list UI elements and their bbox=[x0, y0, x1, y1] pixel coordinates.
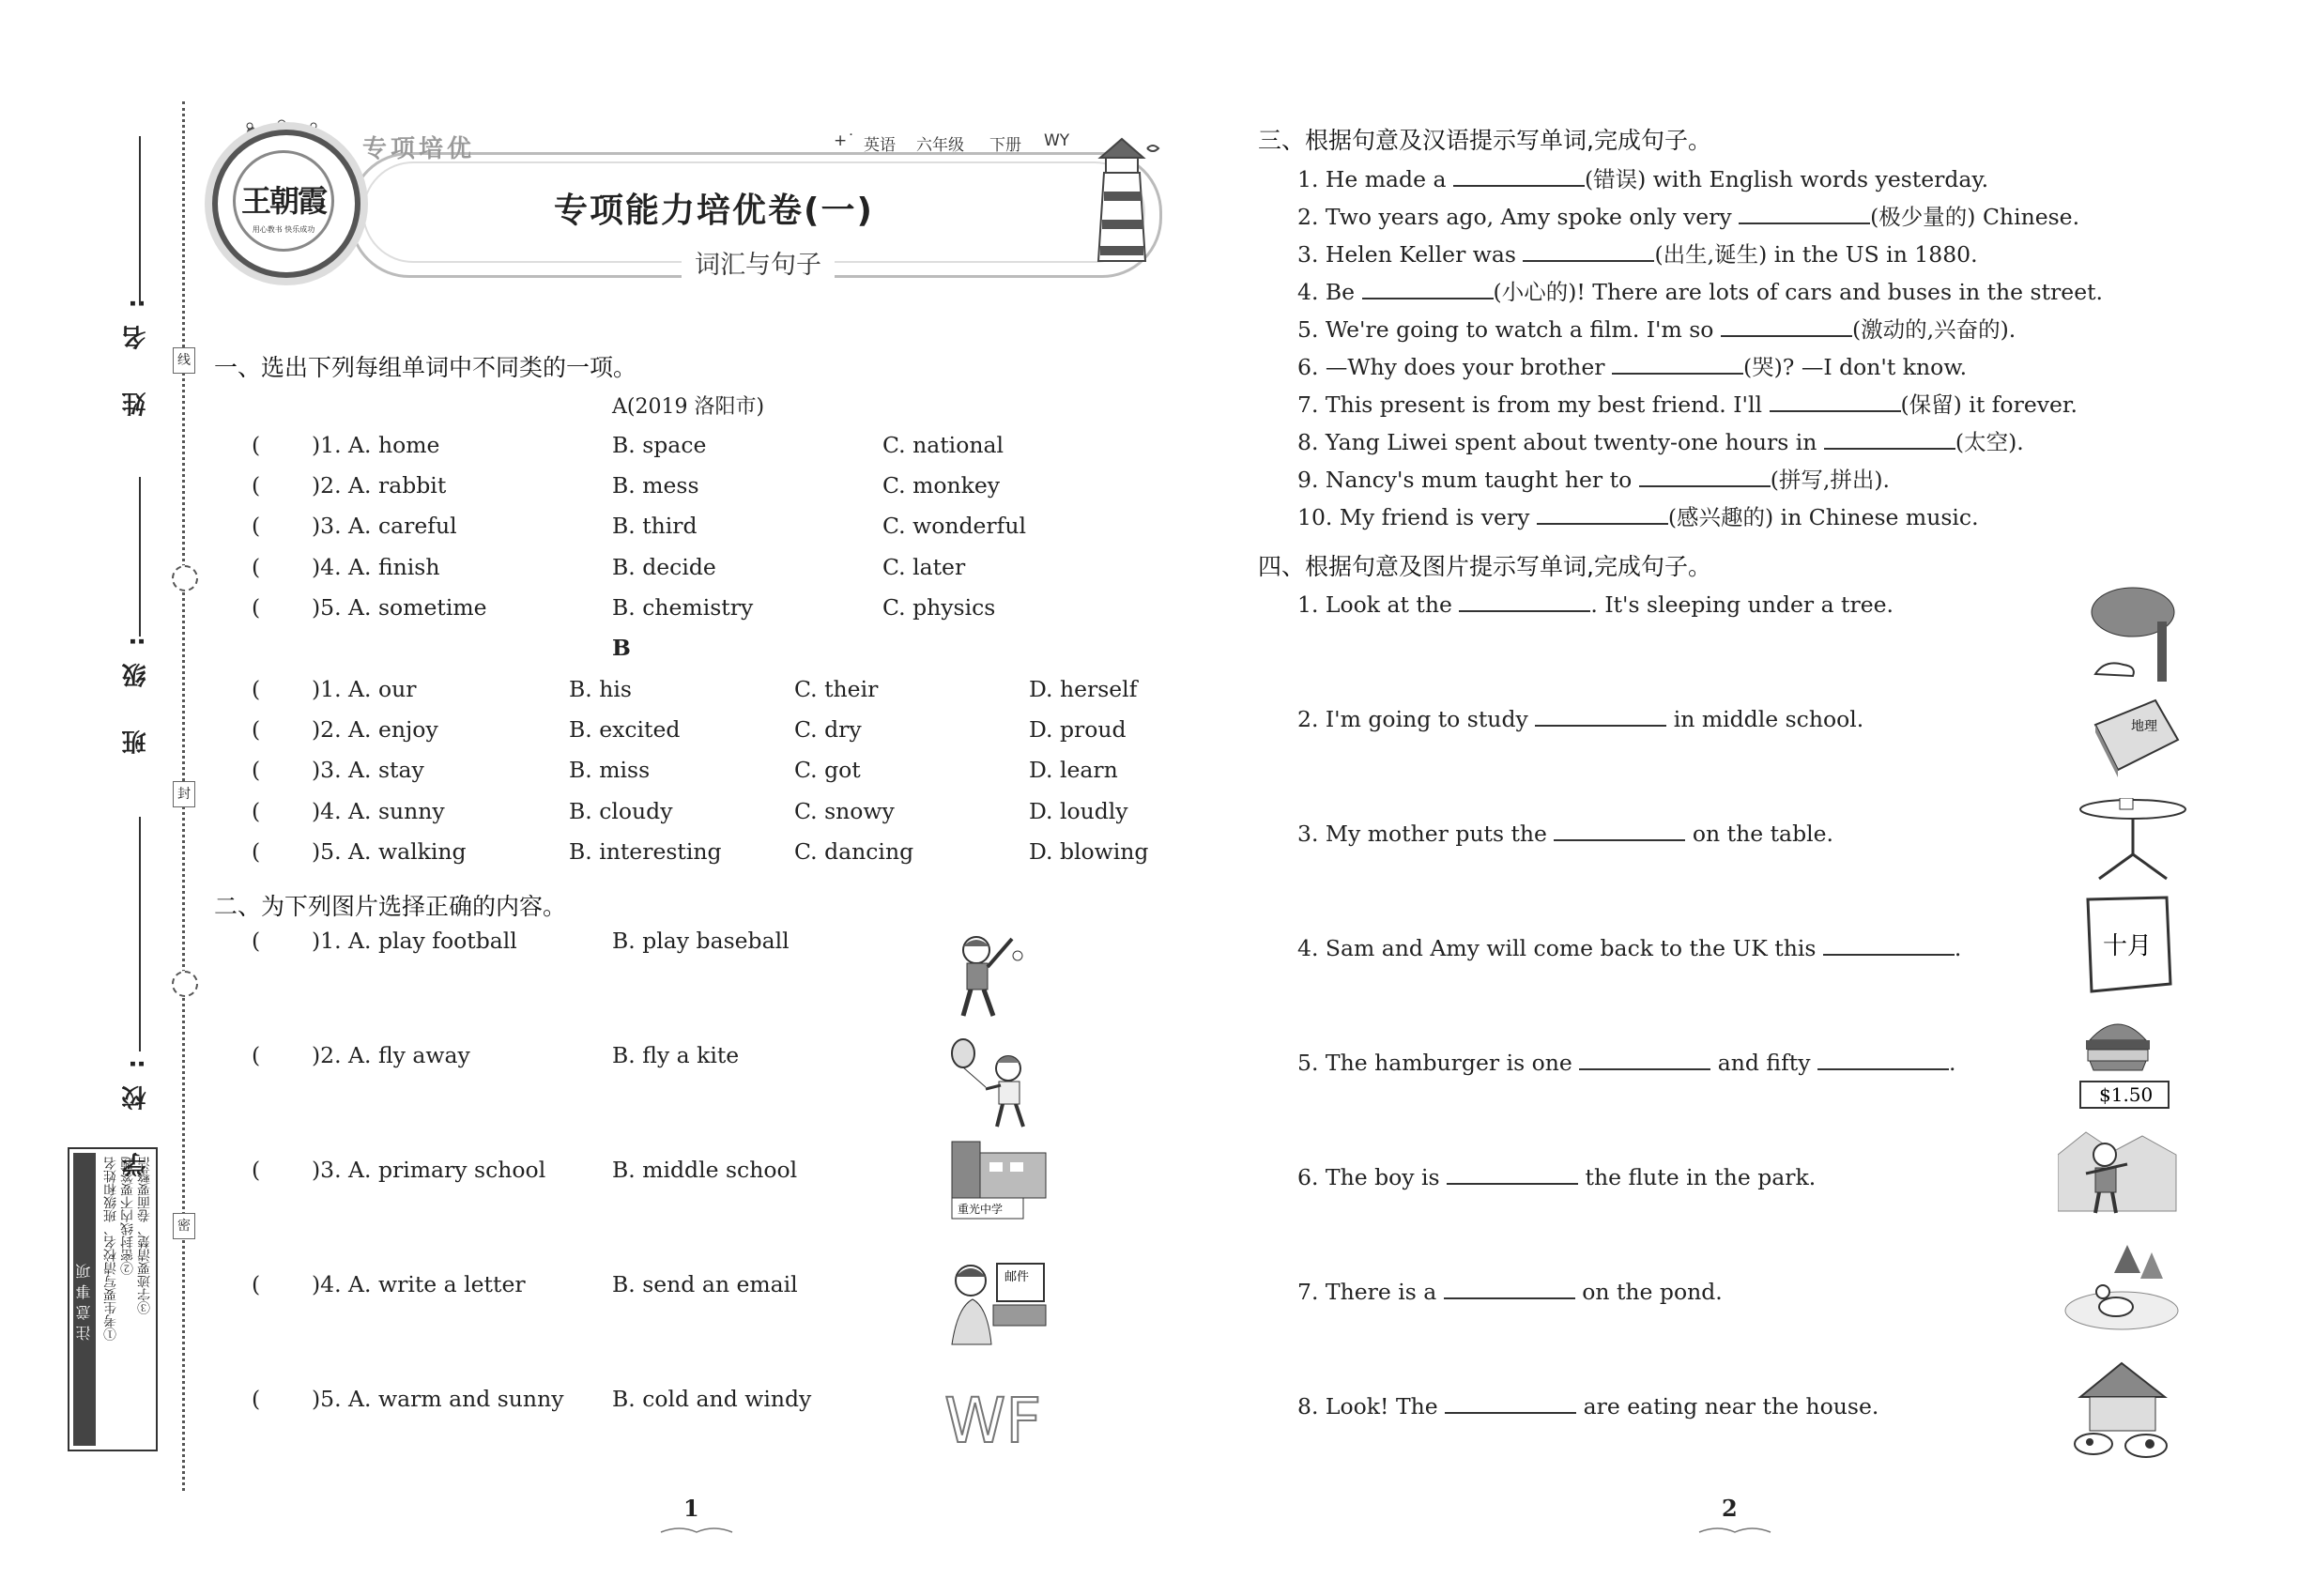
option-b: B. decide bbox=[612, 554, 716, 580]
lighthouse-icon bbox=[1080, 130, 1164, 270]
school-sign: 重光中学 bbox=[958, 1203, 1004, 1216]
list-item bbox=[1297, 462, 1890, 494]
answer-paren[interactable]: ( bbox=[252, 1157, 261, 1183]
option-c: C. dry bbox=[794, 716, 862, 743]
sentence-end: on the pond. bbox=[1574, 1279, 1723, 1305]
option-b: B. mess bbox=[612, 472, 699, 499]
answer-paren[interactable]: ( bbox=[252, 1042, 261, 1068]
plus-icon: +˙ bbox=[834, 131, 855, 150]
header-subject: 英语 bbox=[864, 136, 896, 155]
answer-blank[interactable] bbox=[1445, 1391, 1576, 1414]
sentence-start: 3. Helen Keller was bbox=[1297, 241, 1524, 268]
name-line bbox=[139, 136, 141, 305]
sentence-start: 4. Be bbox=[1297, 279, 1362, 305]
sentence-start: 8. Look! The bbox=[1297, 1393, 1446, 1420]
sentence-end: (错误) with English words yesterday. bbox=[1584, 166, 1989, 192]
sentence-start: 1. Look at the bbox=[1297, 591, 1460, 618]
header-term: 下册 bbox=[989, 136, 1021, 155]
option-d: D. herself bbox=[1029, 676, 1138, 702]
answer-blank[interactable] bbox=[1447, 1162, 1578, 1185]
section1-partA-label: A(2019 洛阳市) bbox=[612, 395, 765, 419]
list-item bbox=[1297, 349, 1967, 381]
sentence-end: (极少量的) Chinese. bbox=[1870, 204, 2080, 230]
sentence-start: 6. The boy is bbox=[1297, 1164, 1448, 1190]
notes-item: ①考生要写清校名、班级和姓名 bbox=[103, 1157, 118, 1341]
answer-paren[interactable]: ( bbox=[252, 1386, 261, 1412]
boy-with-balloon-icon bbox=[943, 1036, 1046, 1130]
sentence-start: 2. Two years ago, Amy spoke only very bbox=[1297, 204, 1740, 230]
option-c: C. got bbox=[794, 757, 861, 783]
header-grade: 六年级 bbox=[916, 136, 964, 155]
option-a: )2. A. fly away bbox=[312, 1042, 470, 1068]
option-a: )3. A. primary school bbox=[312, 1157, 546, 1183]
list-item bbox=[1297, 199, 2079, 231]
answer-blank[interactable] bbox=[1535, 704, 1666, 727]
baseball-player-icon bbox=[939, 929, 1033, 1023]
sentence-start: 10. My friend is very bbox=[1297, 504, 1537, 530]
book-title: 地理 bbox=[2131, 719, 2157, 734]
option-d: D. loudly bbox=[1029, 798, 1128, 824]
sentence-end: are eating near the house. bbox=[1576, 1393, 1879, 1420]
option-b: B. send an email bbox=[612, 1271, 798, 1297]
answer-blank[interactable] bbox=[1823, 933, 1955, 956]
binding-hole-icon bbox=[172, 971, 198, 997]
answer-blank[interactable] bbox=[1817, 1048, 1949, 1070]
email-computer-icon bbox=[944, 1254, 1048, 1348]
sentence-middle: and fifty bbox=[1710, 1050, 1817, 1076]
list-item bbox=[1297, 819, 1833, 847]
option-b: B. interesting bbox=[569, 838, 722, 865]
answer-paren[interactable]: ( bbox=[252, 472, 261, 499]
sentence-end: (保留) it forever. bbox=[1900, 391, 2078, 418]
answer-blank[interactable] bbox=[1362, 277, 1494, 299]
option-a: )5. A. walking bbox=[312, 838, 467, 865]
table-icon bbox=[2077, 798, 2189, 882]
option-a: )4. A. sunny bbox=[312, 798, 445, 824]
name-label: 姓 名: bbox=[122, 282, 150, 417]
answer-paren[interactable]: ( bbox=[252, 757, 261, 783]
list-item bbox=[1297, 933, 1961, 961]
list-item bbox=[1297, 499, 1979, 531]
answer-paren[interactable]: ( bbox=[252, 676, 261, 702]
list-item bbox=[1297, 387, 2078, 419]
notes-box bbox=[68, 1147, 158, 1451]
email-sign: 邮件 bbox=[1004, 1270, 1030, 1284]
sentence-start: 7. There is a bbox=[1297, 1279, 1444, 1305]
sentence-start: 1. He made a bbox=[1297, 166, 1453, 192]
list-item bbox=[1297, 590, 1894, 618]
answer-blank[interactable] bbox=[1459, 590, 1590, 612]
option-b: B. miss bbox=[569, 757, 651, 783]
answer-blank[interactable] bbox=[1770, 390, 1901, 412]
sentence-end: (太空). bbox=[1955, 429, 2024, 455]
seal-char-seal: 封 bbox=[173, 781, 195, 807]
option-c: C. wonderful bbox=[882, 513, 1027, 539]
answer-paren[interactable]: ( bbox=[252, 1271, 261, 1297]
answer-paren[interactable]: ( bbox=[252, 554, 261, 580]
option-b: B. fly a kite bbox=[612, 1042, 740, 1068]
list-item bbox=[1297, 161, 1988, 193]
answer-blank[interactable] bbox=[1721, 315, 1852, 337]
ornament-icon bbox=[659, 1523, 734, 1534]
school-label: 学 校: bbox=[122, 1042, 150, 1177]
sentence-end: the flute in the park. bbox=[1578, 1164, 1817, 1190]
option-a: )5. A. sometime bbox=[312, 594, 487, 621]
option-a: )1. A. home bbox=[312, 432, 440, 458]
answer-paren[interactable]: ( bbox=[252, 513, 261, 539]
answer-blank[interactable] bbox=[1554, 819, 1685, 841]
option-b: B. cold and windy bbox=[612, 1386, 812, 1412]
page-number-left: 1 bbox=[683, 1495, 699, 1522]
option-d: D. blowing bbox=[1029, 838, 1149, 865]
calendar-month: 十月 bbox=[2103, 932, 2153, 960]
class-label: 班 级: bbox=[122, 620, 150, 755]
option-b: B. third bbox=[612, 513, 698, 539]
geography-book-icon bbox=[2090, 697, 2184, 781]
section1-heading: 一、选出下列每组单词中不同类的一项。 bbox=[214, 354, 637, 381]
answer-blank[interactable] bbox=[1537, 502, 1668, 525]
option-c: C. snowy bbox=[794, 798, 895, 824]
list-item bbox=[1297, 704, 1863, 732]
header-tag: 专项培优 bbox=[362, 135, 476, 163]
header-edition: WY bbox=[1044, 131, 1070, 150]
answer-paren[interactable]: ( bbox=[252, 594, 261, 621]
answer-blank[interactable] bbox=[1739, 202, 1870, 224]
page-number-right: 2 bbox=[1722, 1495, 1738, 1522]
seal-char-secret: 密 bbox=[173, 1213, 195, 1239]
notes-title: 注意事项 bbox=[73, 1153, 96, 1446]
option-c: C. later bbox=[882, 554, 966, 580]
answer-blank[interactable] bbox=[1444, 1277, 1575, 1299]
sentence-end: (小心的)! There are lots of cars and buses in the street. bbox=[1493, 279, 2104, 305]
answer-blank[interactable] bbox=[1453, 164, 1585, 187]
option-b: B. his bbox=[569, 676, 632, 702]
option-c: C. national bbox=[882, 432, 1004, 458]
list-item bbox=[1297, 1391, 1878, 1420]
option-b: B. play baseball bbox=[612, 928, 790, 954]
sentence-end: (拼写,拼出). bbox=[1770, 467, 1890, 493]
list-item bbox=[1297, 1162, 1816, 1190]
section1-partB-label: B bbox=[612, 635, 631, 661]
sentence-end: . bbox=[1948, 1050, 1956, 1076]
sentence-end: (感兴趣的) in Chinese music. bbox=[1667, 504, 1979, 530]
answer-paren[interactable]: ( bbox=[252, 432, 261, 458]
option-a: )3. A. careful bbox=[312, 513, 457, 539]
answer-paren[interactable]: ( bbox=[252, 838, 261, 865]
hamburger-price: $1.50 bbox=[2099, 1083, 2154, 1106]
section2-heading: 二、为下列图片选择正确的内容。 bbox=[214, 893, 567, 920]
answer-blank[interactable] bbox=[1523, 239, 1654, 262]
option-b: B. space bbox=[612, 432, 707, 458]
option-a: )3. A. stay bbox=[312, 757, 424, 783]
list-item bbox=[1297, 1277, 1723, 1305]
sentence-start: 7. This present is from my best friend. I'll bbox=[1297, 391, 1770, 418]
sentence-end: in middle school. bbox=[1666, 706, 1864, 732]
option-d: D. learn bbox=[1029, 757, 1118, 783]
notes-item: ③字迹要清楚、卷面要整洁 bbox=[137, 1157, 152, 1314]
answer-paren[interactable]: ( bbox=[252, 928, 261, 954]
option-b: B. cloudy bbox=[569, 798, 673, 824]
sentence-end: . It's sleeping under a tree. bbox=[1590, 591, 1894, 618]
answer-blank[interactable] bbox=[1639, 465, 1771, 487]
notes-item: ②密封线内不要答题 bbox=[120, 1157, 135, 1275]
sentence-start: 4. Sam and Amy will come back to the UK this bbox=[1297, 935, 1823, 961]
list-item bbox=[1297, 274, 2103, 306]
option-b: B. chemistry bbox=[612, 594, 754, 621]
sentence-start: 3. My mother puts the bbox=[1297, 821, 1555, 847]
brand-logo bbox=[212, 130, 360, 278]
answer-blank[interactable] bbox=[1824, 427, 1955, 450]
sentence-start: 8. Yang Liwei spent about twenty-one hours in bbox=[1297, 429, 1824, 455]
brand-slogan: 用心教书 快乐成功 bbox=[252, 225, 315, 234]
ornament-icon bbox=[1697, 1523, 1772, 1534]
weather-letters-icon bbox=[941, 1380, 1072, 1465]
list-item bbox=[1297, 1048, 1955, 1076]
sentence-start: 2. I'm going to study bbox=[1297, 706, 1536, 732]
duck-on-pond-icon bbox=[2062, 1245, 2184, 1335]
option-b: B. middle school bbox=[612, 1157, 798, 1183]
list-item bbox=[1297, 237, 1978, 269]
sentence-start: 5. We're going to watch a film. I'm so bbox=[1297, 316, 1721, 343]
option-a: )1. A. our bbox=[312, 676, 417, 702]
option-a: )2. A. enjoy bbox=[312, 716, 438, 743]
list-item bbox=[1297, 424, 2024, 456]
house-and-cows-icon bbox=[2062, 1356, 2184, 1465]
option-a: )5. A. warm and sunny bbox=[312, 1386, 564, 1412]
school-line bbox=[139, 817, 141, 1051]
option-c: C. physics bbox=[882, 594, 996, 621]
calendar-icon bbox=[2082, 894, 2176, 997]
option-a: )1. A. play football bbox=[312, 928, 517, 954]
sentence-start: 6. —Why does your brother bbox=[1297, 354, 1612, 380]
answer-paren[interactable]: ( bbox=[252, 798, 261, 824]
binding-hole-icon bbox=[172, 565, 198, 591]
sentence-end: (哭)? —I don't know. bbox=[1742, 354, 1968, 380]
option-a: )4. A. finish bbox=[312, 554, 440, 580]
sentence-end: (激动的,兴奋的). bbox=[1851, 316, 2016, 343]
hamburger-price-icon bbox=[2071, 1008, 2174, 1112]
option-a: )4. A. write a letter bbox=[312, 1271, 526, 1297]
answer-blank[interactable] bbox=[1612, 352, 1743, 375]
school-building-icon bbox=[948, 1138, 1051, 1222]
option-c: C. dancing bbox=[794, 838, 914, 865]
section3-heading: 三、根据句意及汉语提示写单词,完成句子。 bbox=[1258, 127, 1711, 154]
option-a: )2. A. rabbit bbox=[312, 472, 447, 499]
tree-animal-icon bbox=[2086, 584, 2180, 687]
weather-letters: WF bbox=[944, 1385, 1042, 1457]
sentence-end: on the table. bbox=[1685, 821, 1834, 847]
option-c: C. monkey bbox=[882, 472, 1001, 499]
sentence-end: . bbox=[1954, 935, 1962, 961]
answer-paren[interactable]: ( bbox=[252, 716, 261, 743]
brand-name: 王朝霞 bbox=[240, 183, 326, 219]
answer-blank[interactable] bbox=[1579, 1048, 1710, 1070]
class-line bbox=[139, 477, 141, 637]
boy-playing-flute-icon bbox=[2058, 1127, 2180, 1217]
option-b: B. excited bbox=[569, 716, 681, 743]
seal-char-line: 线 bbox=[173, 347, 195, 374]
section4-heading: 四、根据句意及图片提示写单词,完成句子。 bbox=[1258, 553, 1711, 580]
page-subtitle: 词汇与句子 bbox=[682, 244, 835, 281]
sentence-start: 5. The hamburger is one bbox=[1297, 1050, 1580, 1076]
page-title: 专项能力培优卷(一) bbox=[554, 192, 874, 230]
sentence-end: (出生,诞生) in the US in 1880. bbox=[1654, 241, 1978, 268]
option-c: C. their bbox=[794, 676, 879, 702]
list-item bbox=[1297, 312, 2016, 344]
option-d: D. proud bbox=[1029, 716, 1127, 743]
sentence-start: 9. Nancy's mum taught her to bbox=[1297, 467, 1639, 493]
